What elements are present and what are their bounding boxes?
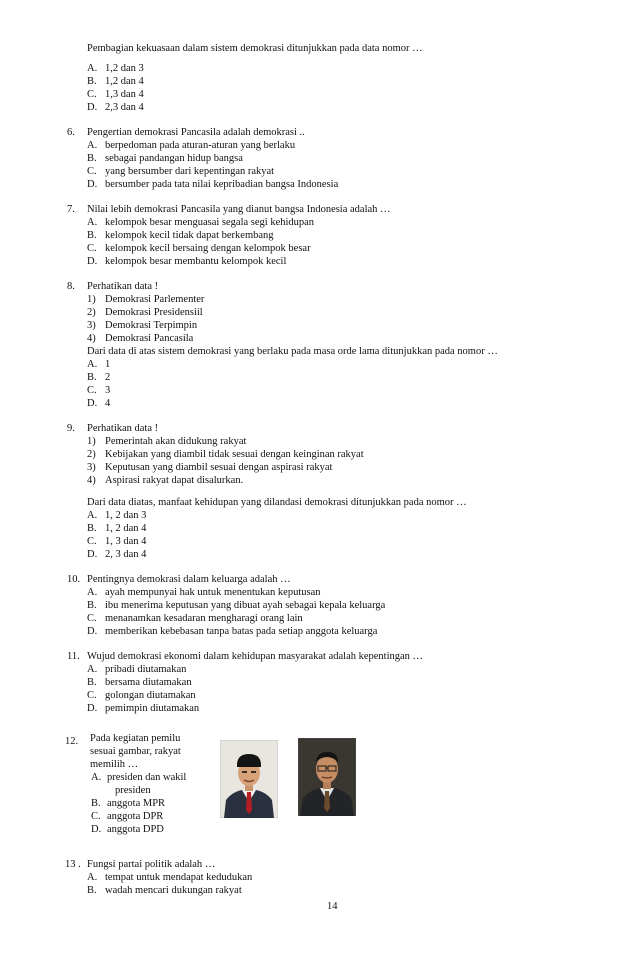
data-label: 3) [87,462,96,473]
option-label: C. [87,89,97,100]
option-text: 1, 3 dan 4 [105,536,147,547]
option-label: D. [87,549,98,560]
option-label: B. [87,523,97,534]
option-label: B. [87,153,97,164]
candidate-photo-1 [220,740,278,818]
question-stem: Pengertian demokrasi Pancasila adalah demokrasi .. [87,127,305,138]
question-stem: Wujud demokrasi ekonomi dalam kehidupan masyarakat adalah kepentingan … [87,651,424,662]
option-label: D. [87,703,98,714]
option-label: C. [87,243,97,254]
question-number: 11. [67,651,80,662]
option-text: ibu menerima keputusan yang dibuat ayah sebagai kepala keluarga [105,600,386,611]
option-text: bersumber pada tata nilai kepribadian bangsa Indonesia [105,179,339,190]
option-label: B. [87,230,97,241]
question-number: 7. [67,204,75,215]
option-text: wadah mencari dukungan rakyat [105,885,242,896]
option-text: 3 [105,385,111,396]
question-stem: Perhatikan data ! [87,281,159,292]
candidate-photo-2 [298,738,356,816]
option-label: C. [87,536,97,547]
data-item: Demokrasi Presidensiil [105,307,203,318]
question-stem: Pentingnya demokrasi dalam keluarga adalah … [87,574,291,585]
question-number: 12. [65,736,79,747]
data-item: Pemerintah akan didukung rakyat [105,436,247,447]
data-item: Demokrasi Pancasila [105,333,194,344]
option-text: 1, 2 dan 4 [105,523,147,534]
data-label: 1) [87,294,96,305]
option-label: B. [87,76,97,87]
option-label: C. [87,166,97,177]
data-label: 1) [87,436,96,447]
option-label: B. [91,798,101,809]
question-stem: Perhatikan data ! [87,423,159,434]
option-text: ayah mempunyai hak untuk menentukan keputusan [105,587,321,598]
option-label: D. [87,102,98,113]
option-label: D. [87,398,98,409]
question-number: 9. [67,423,75,434]
data-item: Demokrasi Parlementer [105,294,205,305]
option-text: sebagai pandangan hidup bangsa [105,153,243,164]
option-label: A. [87,587,98,598]
question-stem: Pembagian kekuasaan dalam sistem demokrasi ditunjukkan pada data nomor … [87,43,423,54]
option-text: kelompok besar membantu kelompok kecil [105,256,287,267]
option-label: A. [91,772,102,783]
data-item: Aspirasi rakyat dapat disalurkan. [105,475,244,486]
data-label: 4) [87,475,96,486]
data-label: 2) [87,449,96,460]
option-text-continued: presiden [115,785,151,796]
option-label: B. [87,885,97,896]
option-text: 2 [105,372,111,383]
question-text: Dari data di atas sistem demokrasi yang berlaku pada masa orde lama ditunjukkan pada nomor … [87,346,498,357]
option-label: A. [87,872,98,883]
option-text: kelompok kecil bersaing dengan kelompok besar [105,243,311,254]
option-label: B. [87,372,97,383]
option-text: 1 [105,359,111,370]
option-text: 4 [105,398,111,409]
option-text: anggota DPR [107,811,164,822]
option-text: 1,2 dan 4 [105,76,144,87]
question-text: Dari data diatas, manfaat kehidupan yang dilandasi demokrasi ditunjukkan pada nomor … [87,497,467,508]
option-label: A. [87,359,98,370]
page-number: 14 [327,901,338,912]
option-text: menanamkan kesadaran mengharagi orang lain [105,613,303,624]
data-item: Keputusan yang diambil sesuai dengan aspirasi rakyat [105,462,333,473]
question-number: 10. [67,574,81,585]
option-label: A. [87,217,98,228]
option-text: golongan diutamakan [105,690,196,701]
option-label: D. [87,626,98,637]
option-label: A. [87,664,98,675]
option-text: pribadi diutamakan [105,664,187,675]
question-stem-line: memilih … [90,759,139,770]
option-label: A. [87,140,98,151]
question-number: 13 . [65,859,81,870]
option-label: A. [87,63,98,74]
option-label: D. [87,179,98,190]
option-text: kelompok kecil tidak dapat berkembang [105,230,274,241]
option-text: 1, 2 dan 3 [105,510,147,521]
option-label: C. [87,613,97,624]
option-text: bersama diutamakan [105,677,192,688]
option-text: pemimpin diutamakan [105,703,200,714]
option-text: berpedoman pada aturan-aturan yang berlaku [105,140,296,151]
option-text: kelompok besar menguasai segala segi kehidupan [105,217,315,228]
option-label: B. [87,677,97,688]
option-text: tempat untuk mendapat kedudukan [105,872,253,883]
option-text: anggota MPR [107,798,166,809]
option-text: 1,3 dan 4 [105,89,144,100]
question-number: 6. [67,127,75,138]
option-label: C. [87,690,97,701]
question-stem: Fungsi partai politik adalah … [87,859,216,870]
option-text: 2,3 dan 4 [105,102,144,113]
option-text: 2, 3 dan 4 [105,549,147,560]
data-label: 4) [87,333,96,344]
data-item: Kebijakan yang diambil tidak sesuai dengan keinginan rakyat [105,449,364,460]
data-label: 3) [87,320,96,331]
option-text: 1,2 dan 3 [105,63,144,74]
option-label: C. [87,385,97,396]
option-label: B. [87,600,97,611]
option-text: memberikan kebebasan tanpa batas pada setiap anggota keluarga [105,626,378,637]
option-text: anggota DPD [107,824,164,835]
question-stem-line: sesuai gambar, rakyat [90,746,181,757]
option-text: presiden dan wakil [107,772,187,783]
data-label: 2) [87,307,96,318]
question-number: 8. [67,281,75,292]
option-label: A. [87,510,98,521]
question-stem: Nilai lebih demokrasi Pancasila yang dianut bangsa Indonesia adalah … [87,204,391,215]
data-item: Demokrasi Terpimpin [105,320,198,331]
question-stem-line: Pada kegiatan pemilu [90,733,181,744]
option-label: D. [87,256,98,267]
option-label: D. [91,824,102,835]
option-text: yang bersumber dari kepentingan rakyat [105,166,275,177]
option-label: C. [91,811,101,822]
